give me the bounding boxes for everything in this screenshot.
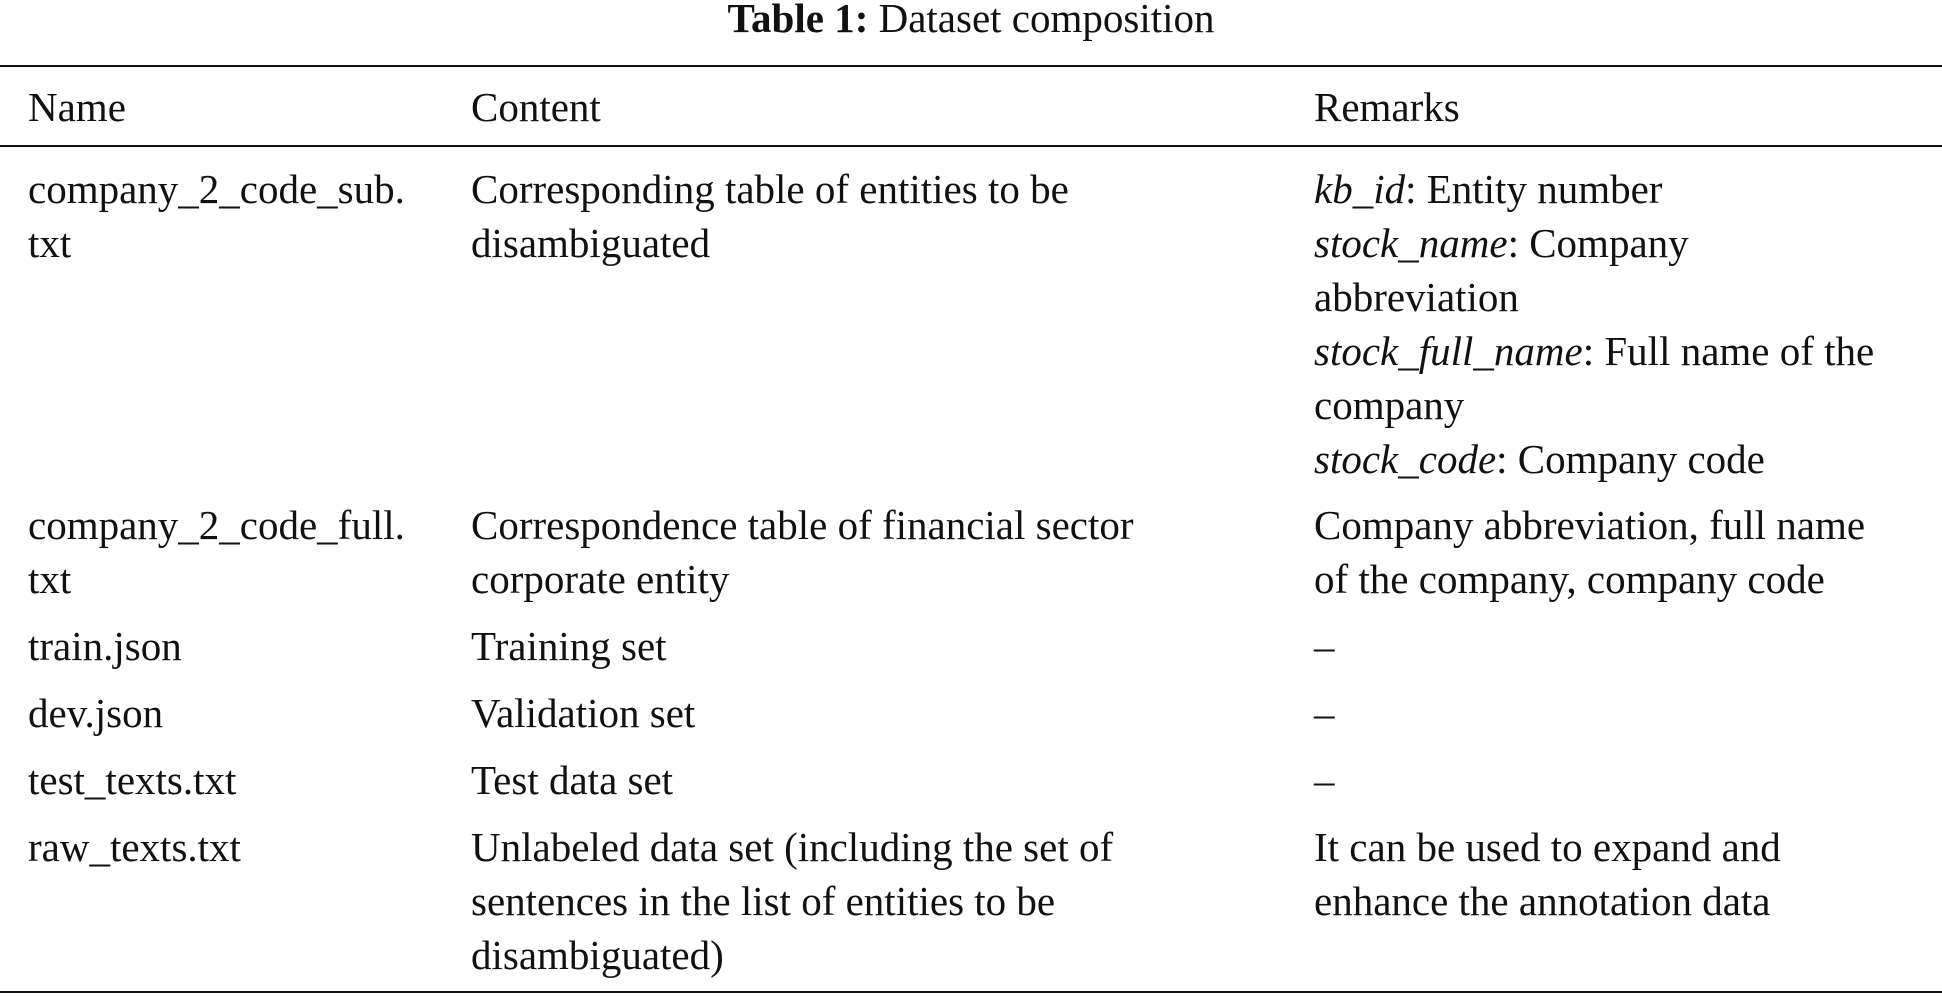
row-content-line: disambiguated — [471, 220, 711, 266]
remark-field: stock_name — [1314, 220, 1508, 266]
row-content — [471, 162, 1069, 270]
row-content — [471, 686, 695, 740]
row-content-line: Training set — [471, 623, 667, 669]
row-content-line: Validation set — [471, 690, 696, 736]
row-content — [471, 753, 673, 807]
remark-field: stock_full_name — [1314, 328, 1583, 374]
header-remarks: Remarks — [1314, 84, 1460, 130]
top-rule — [0, 65, 1942, 67]
remark-desc: : Company — [1507, 220, 1689, 266]
remark-desc: : Full name of the — [1582, 328, 1875, 374]
caption-label: Table 1: — [727, 0, 869, 41]
row-remarks — [1314, 619, 1335, 673]
row-content-line: sentences in the list of entities to be — [471, 878, 1056, 924]
row-name-line: txt — [28, 220, 72, 266]
row-remarks-line: – — [1314, 623, 1335, 669]
row-remarks — [1314, 753, 1335, 807]
remark-field: stock_code — [1314, 436, 1497, 482]
remark-desc: company — [1314, 382, 1465, 428]
row-remarks-line: Company abbreviation, full name — [1314, 502, 1866, 548]
row-remarks-line: – — [1314, 757, 1335, 803]
remark-desc: : Entity number — [1405, 166, 1663, 212]
remark-line — [1314, 216, 1874, 270]
row-content-line: Unlabeled data set (including the set of — [471, 824, 1114, 870]
row-content — [471, 498, 1134, 606]
table-caption — [0, 0, 1942, 42]
remark-line — [1314, 432, 1874, 486]
row-name-line: company_2_code_sub. — [28, 166, 405, 212]
row-remarks — [1314, 820, 1781, 928]
row-name-line: train.json — [28, 623, 182, 669]
caption-title: Dataset composition — [878, 0, 1215, 41]
remark-line — [1314, 270, 1874, 324]
row-content-line: corporate entity — [471, 556, 730, 602]
row-name — [28, 619, 182, 673]
row-remarks — [1314, 498, 1865, 606]
header-name: Name — [28, 84, 126, 130]
row-name-line: txt — [28, 556, 72, 602]
row-remarks — [1314, 686, 1335, 740]
remark-desc: abbreviation — [1314, 274, 1519, 320]
row-name — [28, 686, 163, 740]
row-content-line: disambiguated) — [471, 932, 724, 978]
row-name-line: raw_texts.txt — [28, 824, 241, 870]
row-name — [28, 498, 405, 606]
row-remarks-line: of the company, company code — [1314, 556, 1825, 602]
row-name — [28, 162, 405, 270]
row-content-line: Test data set — [471, 757, 674, 803]
row-name — [28, 753, 236, 807]
row-content-line: Correspondence table of financial sector — [471, 502, 1134, 548]
bottom-rule — [0, 991, 1942, 993]
row-remarks-line: enhance the annotation data — [1314, 878, 1771, 924]
row-remarks — [1314, 162, 1874, 486]
remark-line — [1314, 162, 1874, 216]
row-remarks-line: It can be used to expand and — [1314, 824, 1781, 870]
row-content — [471, 619, 667, 673]
row-content — [471, 820, 1113, 982]
row-remarks-line: – — [1314, 690, 1335, 736]
row-name-line: company_2_code_full. — [28, 502, 405, 548]
remark-line — [1314, 324, 1874, 378]
row-name — [28, 820, 241, 874]
remark-desc: : Company code — [1496, 436, 1765, 482]
row-name-line: dev.json — [28, 690, 164, 736]
header-content: Content — [471, 84, 601, 130]
remark-field: kb_id — [1314, 166, 1406, 212]
row-content-line: Corresponding table of entities to be — [471, 166, 1069, 212]
table-header — [0, 80, 1942, 132]
header-rule — [0, 145, 1942, 147]
row-name-line: test_texts.txt — [28, 757, 237, 803]
remark-line — [1314, 378, 1874, 432]
